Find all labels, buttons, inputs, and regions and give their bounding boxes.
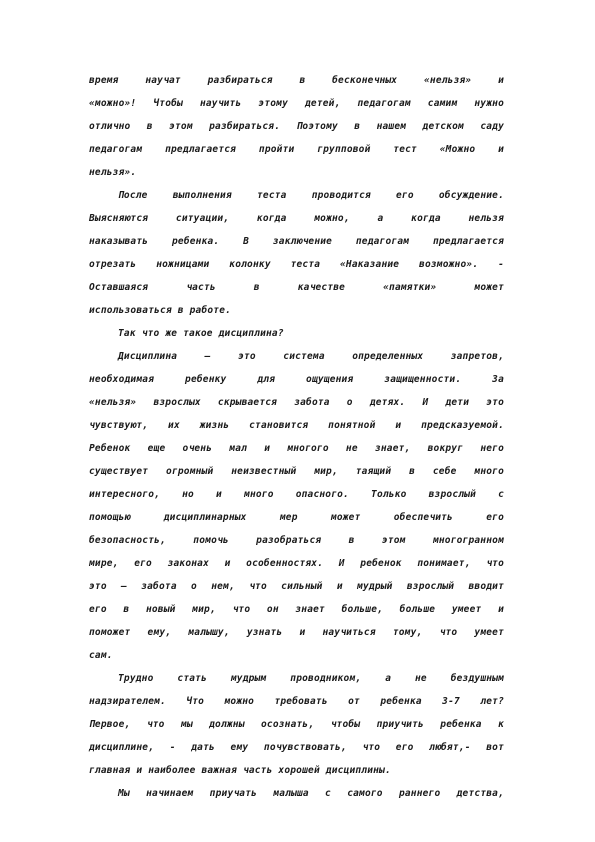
text-line: Выясняются ситуации, когда можно, а когда нельзя bbox=[89, 213, 504, 224]
text-line: Мы начинаем приучать малыша с самого раннего детства, bbox=[118, 788, 504, 799]
text-line: Ребенок еще очень мал и многого не знает, вокруг него bbox=[89, 443, 504, 454]
text-line: безопасность, помочь разобраться в этом многогранном bbox=[89, 535, 504, 546]
text-line: Дисциплина – это система определенных запретов, bbox=[118, 351, 504, 362]
section-heading: Так что же такое дисциплина? bbox=[118, 328, 284, 339]
text-line: надзирателем. Что можно требовать от ребенка 3-7 лет? bbox=[89, 696, 504, 707]
text-line: дисциплине, - дать ему почувствовать, что его любят,- вот bbox=[89, 742, 504, 753]
text-line: Оставшаяся часть в качестве «памятки» может bbox=[89, 282, 504, 293]
text-line: После выполнения теста проводится его обсуждение. bbox=[118, 190, 504, 201]
text-line: «можно»! Чтобы научить этому детей, педагогам самим нужно bbox=[89, 98, 504, 109]
text-line: время научат разбираться в бесконечных «нельзя» и bbox=[89, 75, 504, 86]
text-line: Трудно стать мудрым проводником, а не бездушным bbox=[118, 673, 504, 684]
text-line: его в новый мир, что он знает больше, больше умеет и bbox=[89, 604, 504, 615]
text-line: главная и наиболее важная часть хорошей дисциплины. bbox=[89, 765, 391, 776]
text-line: интересного, но и много опасного. Только взрослый с bbox=[89, 489, 504, 500]
text-line: наказывать ребенка. В заключение педагогам предлагается bbox=[89, 236, 504, 247]
text-line: существует огромный неизвестный мир, таящий в себе много bbox=[89, 466, 504, 477]
text-line: отлично в этом разбираться. Поэтому в нашем детском саду bbox=[89, 121, 504, 132]
text-line: педагогам предлагается пройти групповой тест «Можно и bbox=[89, 144, 504, 155]
text-line: нельзя». bbox=[89, 167, 137, 178]
text-line: Первое, что мы должны осознать, чтобы приучить ребенка к bbox=[89, 719, 504, 730]
text-line: это – забота о нем, что сильный и мудрый взрослый вводит bbox=[89, 581, 504, 592]
text-line: поможет ему, малышу, узнать и научиться тому, что умеет bbox=[89, 627, 504, 638]
text-line: использоваться в работе. bbox=[89, 305, 232, 316]
text-line: мире, его законах и особенностях. И ребенок понимает, что bbox=[89, 558, 504, 569]
text-line: помощью дисциплинарных мер может обеспечить его bbox=[89, 512, 504, 523]
text-line: «нельзя» взрослых скрывается забота о детях. И дети это bbox=[89, 397, 504, 408]
text-line: сам. bbox=[89, 650, 113, 661]
text-line: отрезать ножницами колонку теста «Наказание возможно». - bbox=[89, 259, 504, 270]
text-line: чувствуют, их жизнь становится понятной и предсказуемой. bbox=[89, 420, 504, 431]
text-line: необходимая ребенку для ощущения защищенности. За bbox=[89, 374, 504, 385]
